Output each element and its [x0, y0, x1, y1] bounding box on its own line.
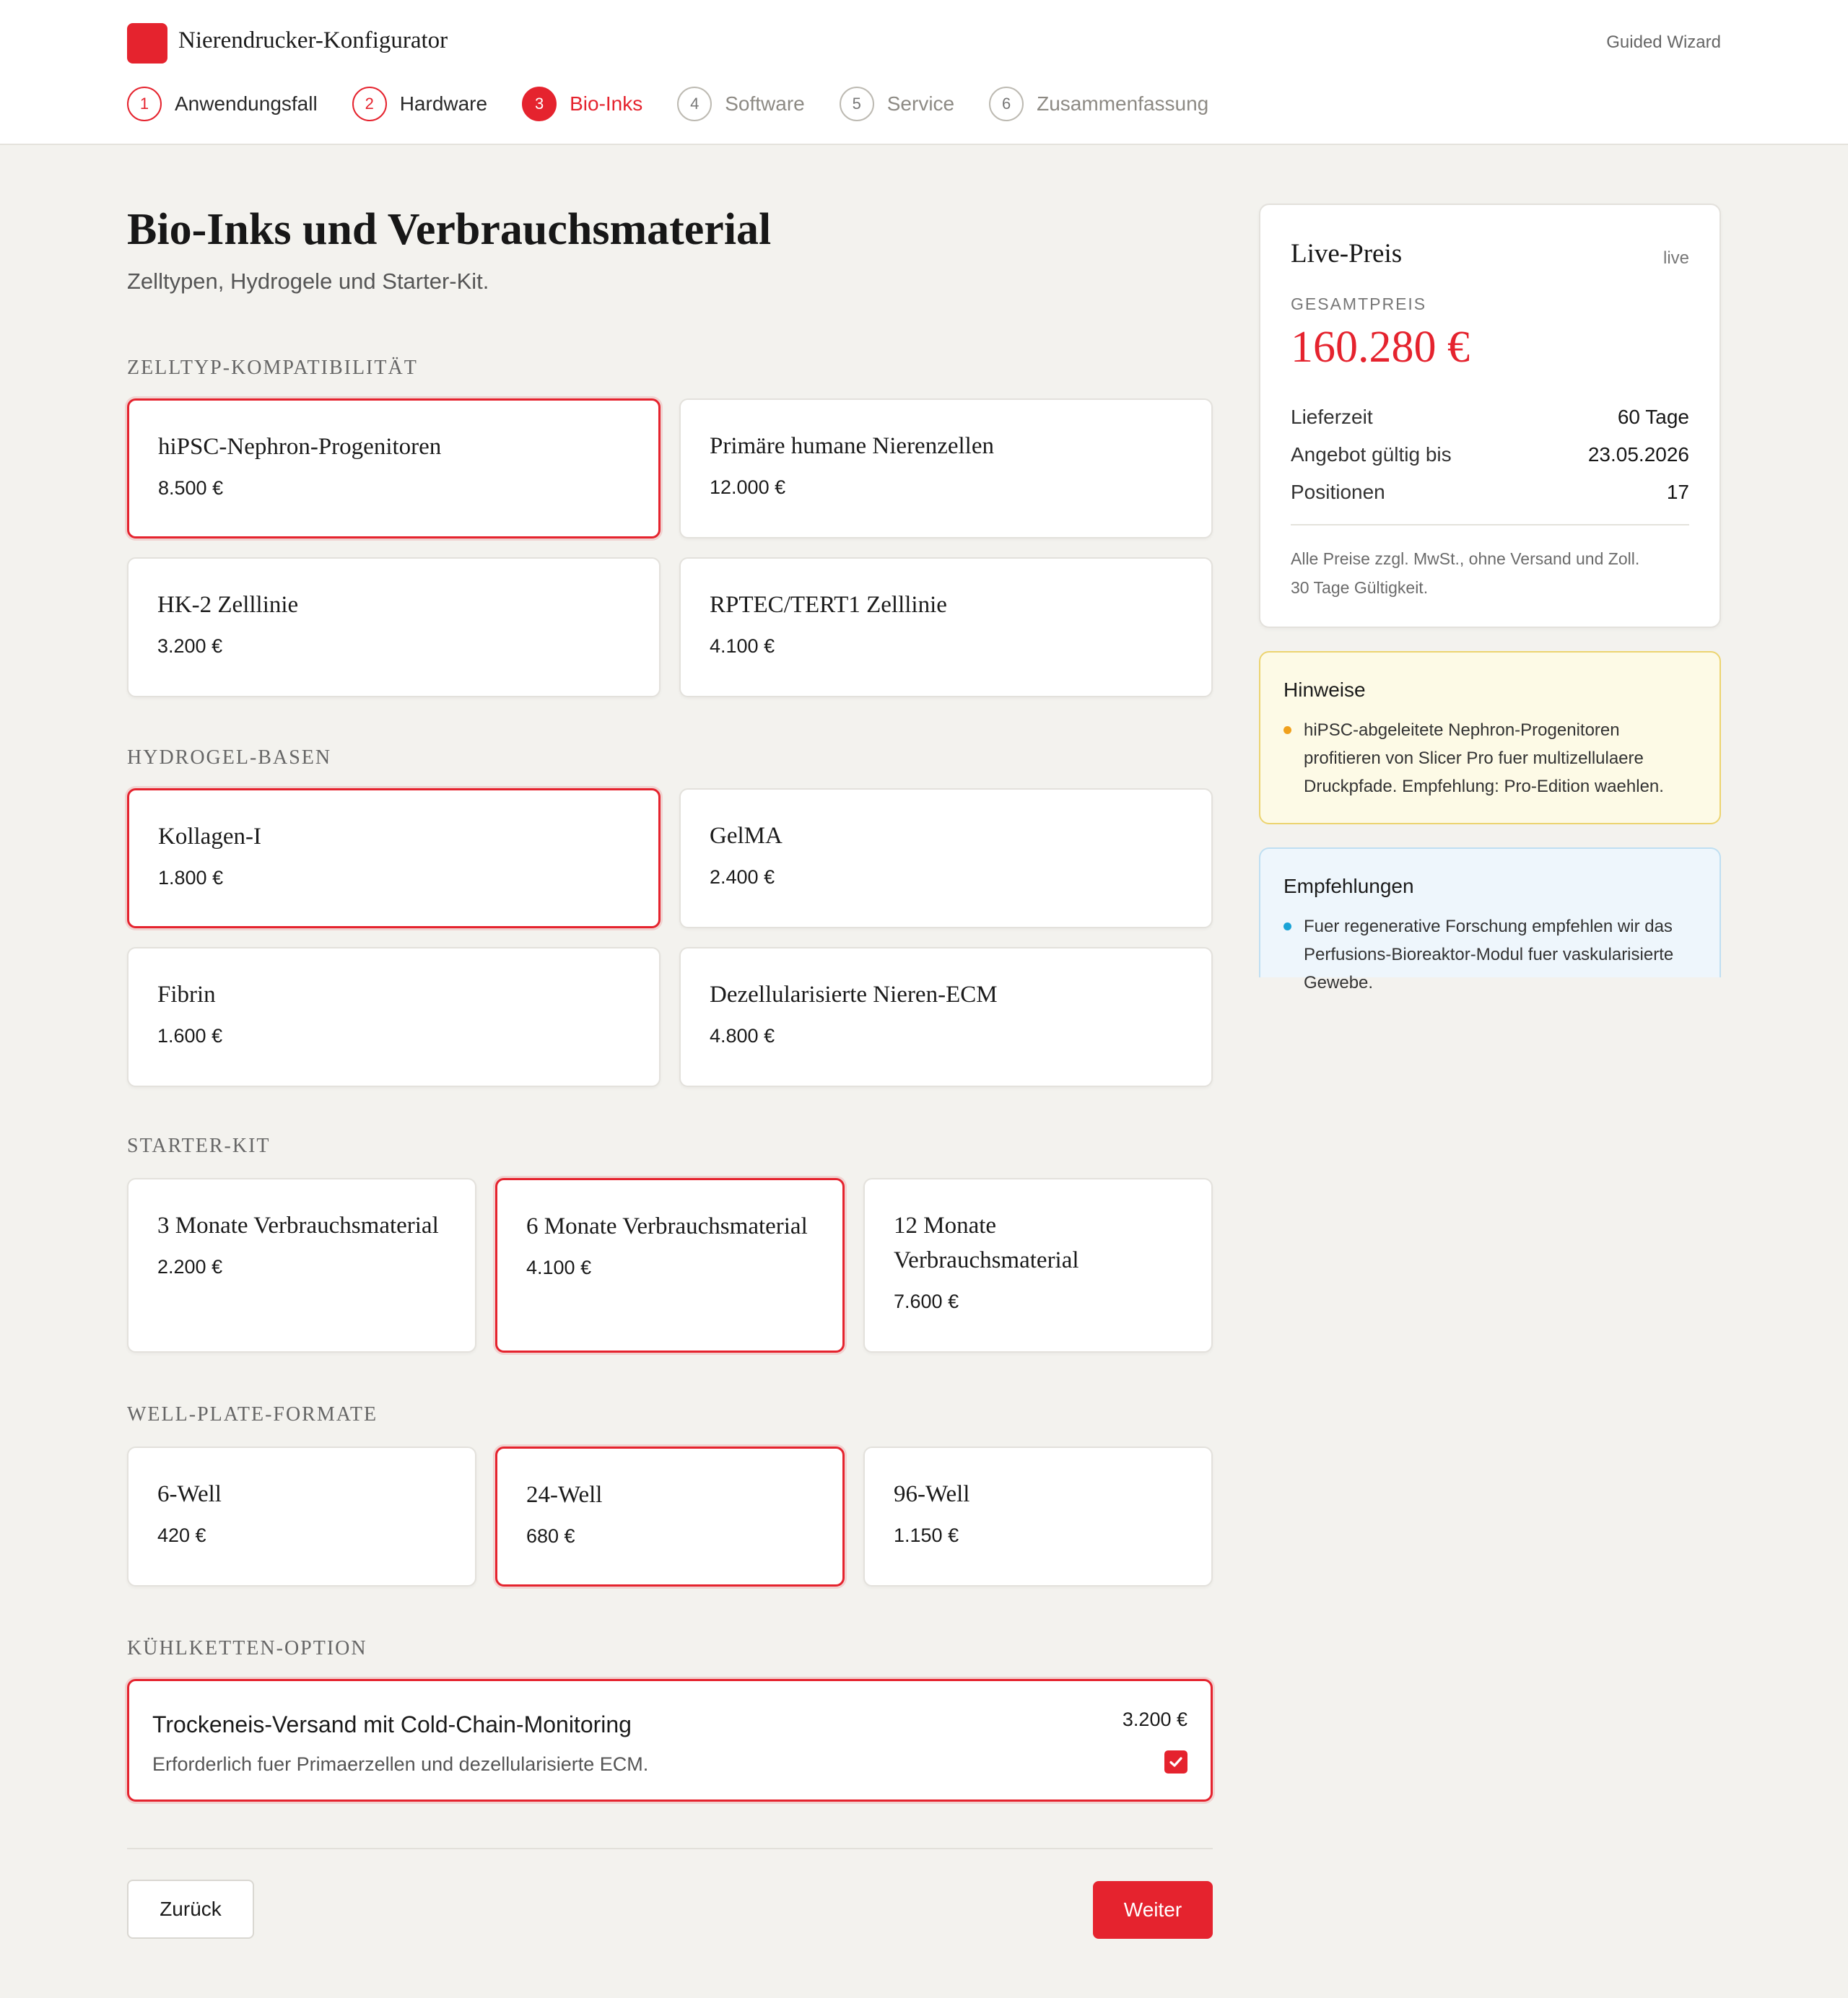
- option-price: 4.100 €: [526, 1257, 592, 1278]
- hint-text: hiPSC-abgeleitete Nephron-Progenitoren profitieren von Slicer Pro fuer multizellulaere Druckpfade. Empfehlung: Pro-Edition waehlen.: [1304, 720, 1664, 796]
- price-note-line: 30 Tage Gültigkeit.: [1291, 578, 1429, 597]
- option-name: 96-Well: [894, 1481, 970, 1507]
- option-price: 1.150 €: [894, 1524, 959, 1546]
- step-number: 5: [840, 87, 874, 121]
- coldchain-price: 3.200 €: [1122, 1709, 1187, 1730]
- coldchain-checkbox[interactable]: [1164, 1750, 1187, 1774]
- option-name: 3 Monate Verbrauchsmaterial: [157, 1213, 439, 1239]
- summary-row-positions: [1291, 474, 1689, 511]
- option-price: 4.800 €: [710, 1025, 775, 1047]
- main-content: [127, 202, 1213, 1802]
- option-price: 7.600 €: [894, 1291, 959, 1312]
- starterkit-options: [127, 1178, 1213, 1353]
- coldchain-description: Erforderlich fuer Primaerzellen und dezellularisierte ECM.: [152, 1753, 649, 1775]
- section-heading-wellplates: WELL-PLATE-FORMATE: [127, 1403, 378, 1426]
- live-price-panel: [1259, 204, 1721, 628]
- section-heading-celltypes: ZELLTYP-KOMPATIBILITÄT: [127, 357, 418, 379]
- hints-title: Hinweise: [1283, 679, 1366, 701]
- top-header: [0, 0, 1848, 145]
- hints-list: [1283, 716, 1698, 800]
- option-name: Primäre humane Nierenzellen: [710, 433, 994, 459]
- bullet-dot-icon: [1283, 922, 1291, 930]
- recommendations-title: Empfehlungen: [1283, 875, 1414, 897]
- option-name: Kollagen-I: [158, 824, 261, 850]
- option-name: Dezellularisierte Nieren-ECM: [710, 982, 998, 1008]
- option-card-wellplate[interactable]: [863, 1447, 1213, 1587]
- option-card-wellplate[interactable]: [127, 1447, 476, 1587]
- option-name: HK-2 Zelllinie: [157, 592, 299, 618]
- step-5[interactable]: [840, 87, 954, 121]
- option-price: 1.800 €: [158, 867, 224, 889]
- step-3[interactable]: [522, 87, 642, 121]
- option-card-starterkit[interactable]: [863, 1178, 1213, 1353]
- summary-value: 60 Tage: [1617, 406, 1689, 428]
- price-summary-rows: [1291, 398, 1689, 511]
- option-card-celltype[interactable]: [679, 398, 1213, 538]
- recommendations-panel: [1259, 847, 1721, 993]
- coldchain-title: Trockeneis-Versand mit Cold-Chain-Monitoring: [152, 1711, 632, 1737]
- price-note-line: Alle Preise zzgl. MwSt., ohne Versand und Zoll.: [1291, 549, 1640, 568]
- live-indicator: live: [1662, 248, 1689, 268]
- live-price-title: Live-Preis: [1291, 239, 1403, 269]
- total-price-label: GESAMTPREIS: [1291, 295, 1427, 313]
- recommendation-text: Fuer regenerative Forschung empfehlen wir das Perfusions-Bioreaktor-Modul fuer vaskularisierte Gewebe.: [1304, 917, 1674, 993]
- option-price: 8.500 €: [158, 477, 224, 499]
- step-number: 3: [522, 87, 557, 121]
- app-logo: [127, 23, 167, 64]
- option-price: 12.000 €: [710, 476, 786, 498]
- option-price: 420 €: [157, 1524, 206, 1546]
- checkmark-icon: [1168, 1754, 1184, 1770]
- next-button[interactable]: Weiter: [1093, 1881, 1213, 1939]
- summary-row-delivery: [1291, 398, 1689, 436]
- step-label: Service: [886, 92, 955, 115]
- hints-panel: [1259, 651, 1721, 824]
- section-heading-starterkit: STARTER-KIT: [127, 1135, 271, 1157]
- option-name: RPTEC/TERT1 Zelllinie: [710, 592, 947, 618]
- step-label: Anwendungsfall: [175, 92, 318, 115]
- step-label: Hardware: [399, 92, 488, 115]
- step-6[interactable]: [989, 87, 1208, 121]
- option-price: 680 €: [526, 1525, 575, 1547]
- wellplate-options: [127, 1447, 1213, 1587]
- section-heading-coldchain: KÜHLKETTEN-OPTION: [127, 1637, 367, 1659]
- footer-divider: [127, 1848, 1213, 1849]
- option-card-hydrogel[interactable]: [679, 788, 1213, 928]
- recommendation-item: [1283, 912, 1698, 997]
- option-name: GelMA: [710, 823, 783, 849]
- step-number: 1: [127, 87, 162, 121]
- step-label: Zusammenfassung: [1037, 92, 1209, 115]
- step-label: Software: [725, 92, 805, 115]
- page-title: Bio-Inks und Verbrauchsmaterial: [127, 205, 772, 254]
- summary-value: 17: [1666, 481, 1689, 503]
- option-price: 2.400 €: [710, 866, 775, 888]
- option-name: hiPSC-Nephron-Progenitoren: [158, 434, 442, 460]
- option-name: Fibrin: [157, 982, 216, 1008]
- option-card-hydrogel[interactable]: [679, 947, 1213, 1087]
- option-card-celltype[interactable]: [127, 398, 661, 538]
- step-label: Bio-Inks: [570, 92, 643, 115]
- option-card-starterkit[interactable]: [495, 1178, 845, 1353]
- mode-label: Guided Wizard: [1606, 32, 1721, 52]
- price-panel-divider: [1291, 524, 1689, 525]
- option-name: 24-Well: [526, 1482, 603, 1508]
- recommendations-list: [1283, 912, 1698, 997]
- summary-value: 23.05.2026: [1587, 443, 1689, 466]
- wizard-steps: [127, 85, 1208, 123]
- summary-key: Lieferzeit: [1291, 406, 1373, 428]
- bullet-dot-icon: [1283, 726, 1291, 734]
- option-name: 6 Monate Verbrauchsmaterial: [526, 1213, 808, 1239]
- coldchain-option-card[interactable]: [127, 1679, 1213, 1802]
- option-price: 2.200 €: [157, 1256, 223, 1278]
- hydrogel-options: [127, 788, 1213, 1087]
- option-card-starterkit[interactable]: [127, 1178, 476, 1353]
- option-card-wellplate[interactable]: [495, 1447, 845, 1587]
- step-number: 4: [677, 87, 712, 121]
- option-name: 6-Well: [157, 1481, 222, 1507]
- option-card-hydrogel[interactable]: [127, 947, 661, 1087]
- page-subtitle: Zelltypen, Hydrogele und Starter-Kit.: [127, 269, 489, 294]
- option-price: 3.200 €: [157, 635, 223, 657]
- step-1[interactable]: [127, 87, 318, 121]
- option-price: 1.600 €: [157, 1025, 223, 1047]
- step-number: 6: [989, 87, 1024, 121]
- option-card-celltype[interactable]: [679, 557, 1213, 697]
- summary-row-valid-until: [1291, 436, 1689, 474]
- summary-key: Positionen: [1291, 481, 1385, 503]
- summary-key: Angebot gültig bis: [1291, 443, 1452, 466]
- hint-item: [1283, 716, 1698, 800]
- option-name: 12 Monate Verbrauchsmaterial: [894, 1213, 1079, 1273]
- step-number: 2: [352, 87, 387, 121]
- option-price: 4.100 €: [710, 635, 775, 657]
- back-button[interactable]: Zurück: [127, 1880, 254, 1939]
- total-price-value: 160.280 €: [1291, 323, 1470, 372]
- option-card-celltype[interactable]: [127, 557, 661, 697]
- celltype-options: [127, 398, 1213, 697]
- step-2[interactable]: [352, 87, 487, 121]
- step-4[interactable]: [677, 87, 805, 121]
- app-title: Nierendrucker-Konfigurator: [178, 27, 448, 53]
- section-heading-hydrogels: HYDROGEL-BASEN: [127, 746, 332, 769]
- option-card-hydrogel[interactable]: [127, 788, 661, 928]
- price-note: [1291, 544, 1689, 602]
